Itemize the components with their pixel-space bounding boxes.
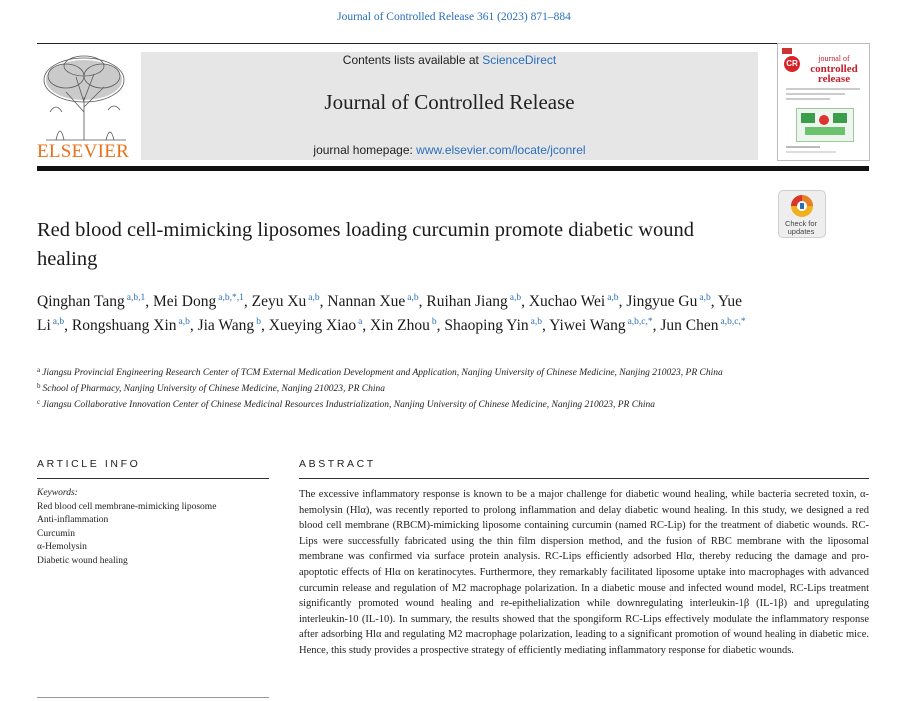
- keyword: Anti-inflammation: [37, 515, 109, 526]
- author-name[interactable]: Mei Dong: [152, 293, 217, 310]
- author-separator: ,: [710, 293, 718, 310]
- author-separator: ,: [243, 293, 252, 310]
- author-name[interactable]: Jia Wang: [197, 317, 255, 334]
- header-rule: [37, 43, 869, 44]
- author[interactable]: [529, 293, 619, 310]
- author-name[interactable]: Xin Zhou: [370, 317, 430, 334]
- author-affiliation-marks[interactable]: a,b: [308, 293, 320, 303]
- author-affiliation-marks[interactable]: a,b: [178, 317, 190, 327]
- author-name[interactable]: Yiwei Wang: [549, 317, 626, 334]
- homepage-line: [141, 143, 758, 157]
- keyword: α-Hemolysin: [37, 542, 87, 553]
- homepage-prefix: journal homepage:: [313, 143, 417, 157]
- author-name[interactable]: Zeyu Xu: [251, 293, 307, 310]
- author-affiliation-marks[interactable]: a,b: [607, 293, 619, 303]
- cover-line2: controlled: [810, 63, 858, 75]
- affiliation-text: Jiangsu Provincial Engineering Research Center of TCM External Medication Development and Application, Nanjing University of Chinese Medicine, Nanjing 210023, PR China: [42, 368, 723, 378]
- author-separator: ,: [521, 293, 529, 310]
- author-affiliation-marks[interactable]: a,b: [407, 293, 419, 303]
- author-separator: ,: [145, 293, 153, 310]
- cover-text-lines: [786, 88, 860, 104]
- author[interactable]: [153, 293, 244, 310]
- article-title: Red blood cell-mimicking liposomes loading curcumin promote diabetic wound healing: [37, 219, 695, 270]
- author-affiliation-marks[interactable]: a: [358, 317, 363, 327]
- abstract-heading: ABSTRACT: [299, 458, 376, 470]
- author-name[interactable]: Qinghan Tang: [37, 293, 125, 310]
- author-name[interactable]: Jingyue Gu: [626, 293, 698, 310]
- keywords-label: Keywords:: [37, 488, 78, 498]
- affiliation: [37, 380, 797, 396]
- author-separator: ,: [436, 317, 445, 334]
- author-separator: ,: [260, 317, 269, 334]
- check-for-updates-label: Check for updates: [784, 219, 818, 236]
- author-separator: ,: [319, 293, 328, 310]
- author-name[interactable]: Rongshuang Xin: [71, 317, 177, 334]
- author-separator: ,: [618, 293, 627, 310]
- author[interactable]: [660, 317, 745, 334]
- cover-line1: journal of: [818, 54, 850, 63]
- author-separator: ,: [652, 317, 661, 334]
- author[interactable]: [626, 293, 710, 310]
- keyword: Red blood cell membrane-mimicking liposome: [37, 501, 217, 512]
- journal-cover-thumbnail[interactable]: [777, 43, 870, 161]
- author-affiliation-marks[interactable]: a,b: [509, 293, 522, 303]
- author-separator: ,: [189, 317, 198, 334]
- author-separator: ,: [362, 317, 371, 334]
- affiliation-key: a: [37, 366, 41, 374]
- author-list: [37, 288, 757, 336]
- author[interactable]: [549, 317, 652, 334]
- author-affiliation-marks[interactable]: a,b: [530, 317, 542, 327]
- abstract-rule: [299, 478, 869, 479]
- affiliation-key: c: [37, 398, 41, 406]
- affiliation-text: Jiangsu Collaborative Innovation Center of Chinese Medicinal Resources Industrialization, Nanjing University of Chinese Medicine, Nanjing 210023, PR China: [42, 400, 655, 410]
- homepage-link[interactable]: www.elsevier.com/locate/jconrel: [416, 143, 586, 157]
- author-affiliation-marks[interactable]: a,b,c,*: [627, 317, 653, 327]
- author-separator: ,: [64, 317, 72, 334]
- author-affiliation-marks[interactable]: a,b,c,*: [720, 317, 746, 327]
- cover-footer-line: [786, 146, 820, 148]
- author[interactable]: [327, 293, 418, 310]
- author-affiliation-marks[interactable]: b: [431, 317, 437, 327]
- author[interactable]: [252, 293, 320, 310]
- contents-prefix: Contents lists available at: [342, 53, 483, 67]
- author[interactable]: [426, 293, 521, 310]
- contents-line: [141, 53, 758, 67]
- cover-graphic: [796, 108, 854, 142]
- affiliation: [37, 364, 797, 380]
- journal-citation[interactable]: Journal of Controlled Release 361 (2023) 871–884: [337, 11, 571, 23]
- author-affiliation-marks[interactable]: a,b,1: [126, 293, 146, 303]
- abstract-text: The excessive inflammatory response is known to be a major challenge for diabetic wound healing, while bacteria secreted toxin, α-hemolysin (Hlα), was recently reported to prolong inflammation and delay diabetic wound healing. In this study, we designed a red blood cell membrane (RBCM)-mimicking liposome containing curcumin (named RC-Lip) for the treatment of diabetic wounds. RC-Lips were successfully fabricated using the thin film dispersion method, and the fusion of RBC membrane with the liposomal membrane was confirmed via surface protein analysis. RC-Lips efficiently adsorbed Hlα, thereby reducing the damage and pro-apoptotic effects of Hlα on keratinocytes. Furthermore, they remarkably facilitated liposome uptake into macrophages with advanced curcumin release and regulation of M2 macrophage polarization. In a diabetic mouse and infected wound model, RC-Lips treatment significantly promoted wound healing and re-epithelialization while downregulating interleukin-1β (IL-1β) and upregulating interleukin-10 (IL-10). In summary, the results showed that the spongiform RC-Lips effectively modulate the inflammatory response after adsorbing Hlα and regulating M2 macrophage polarization, leading to a significant promotion of wound healing in diabetic mice. Hence, this study provides a prospective strategy of efficiently mediating inflammatory response for diabetic wounds.: [299, 489, 869, 656]
- author[interactable]: [444, 317, 542, 334]
- affiliation-list: [37, 364, 797, 412]
- author-name[interactable]: Ruihan Jiang: [426, 293, 508, 310]
- author[interactable]: [198, 317, 261, 334]
- article-info-heading: ARTICLE INFO: [37, 458, 141, 470]
- author-name[interactable]: Jun Chen: [660, 317, 719, 334]
- author[interactable]: [72, 317, 190, 334]
- keywords-list: [37, 501, 269, 569]
- header-bottom-rule: [37, 166, 869, 171]
- sciencedirect-link[interactable]: ScienceDirect: [482, 53, 557, 67]
- article-info-rule: [37, 478, 269, 479]
- author-affiliation-marks[interactable]: a,b: [699, 293, 711, 303]
- keywords-block: [37, 487, 269, 569]
- check-for-updates-icon: [779, 191, 825, 221]
- affiliation-text: School of Pharmacy, Nanjing University of Chinese Medicine, Nanjing 210023, PR China: [42, 384, 385, 394]
- affiliation-key: b: [37, 382, 41, 390]
- affiliation: [37, 396, 797, 412]
- article-info-bottom-rule: [37, 697, 269, 698]
- author-name[interactable]: Yue Li: [37, 293, 742, 334]
- author-separator: ,: [542, 317, 550, 334]
- author-name[interactable]: Shaoping Yin: [444, 317, 529, 334]
- tree-icon: [36, 52, 133, 142]
- keyword: Curcumin: [37, 528, 75, 539]
- author-separator: ,: [418, 293, 427, 310]
- author-name[interactable]: Xuchao Wei: [528, 293, 606, 310]
- cover-cr-icon: CR: [784, 56, 800, 72]
- author[interactable]: [269, 317, 363, 334]
- author-affiliation-marks[interactable]: a,b,*,1: [218, 293, 244, 303]
- publisher-wordmark[interactable]: ELSEVIER: [37, 141, 130, 162]
- cover-line3: release: [817, 73, 851, 85]
- cover-corner-mark: [782, 48, 792, 54]
- keyword: Diabetic wound healing: [37, 555, 128, 566]
- cover-footer-line-2: [786, 151, 836, 153]
- author[interactable]: [370, 317, 437, 334]
- author-name[interactable]: Xueying Xiao: [268, 317, 357, 334]
- journal-name[interactable]: Journal of Controlled Release: [324, 90, 575, 114]
- author-name[interactable]: Nannan Xue: [327, 293, 406, 310]
- author-affiliation-marks[interactable]: b: [256, 317, 261, 327]
- author-affiliation-marks[interactable]: a,b: [52, 317, 65, 327]
- author[interactable]: [37, 293, 145, 310]
